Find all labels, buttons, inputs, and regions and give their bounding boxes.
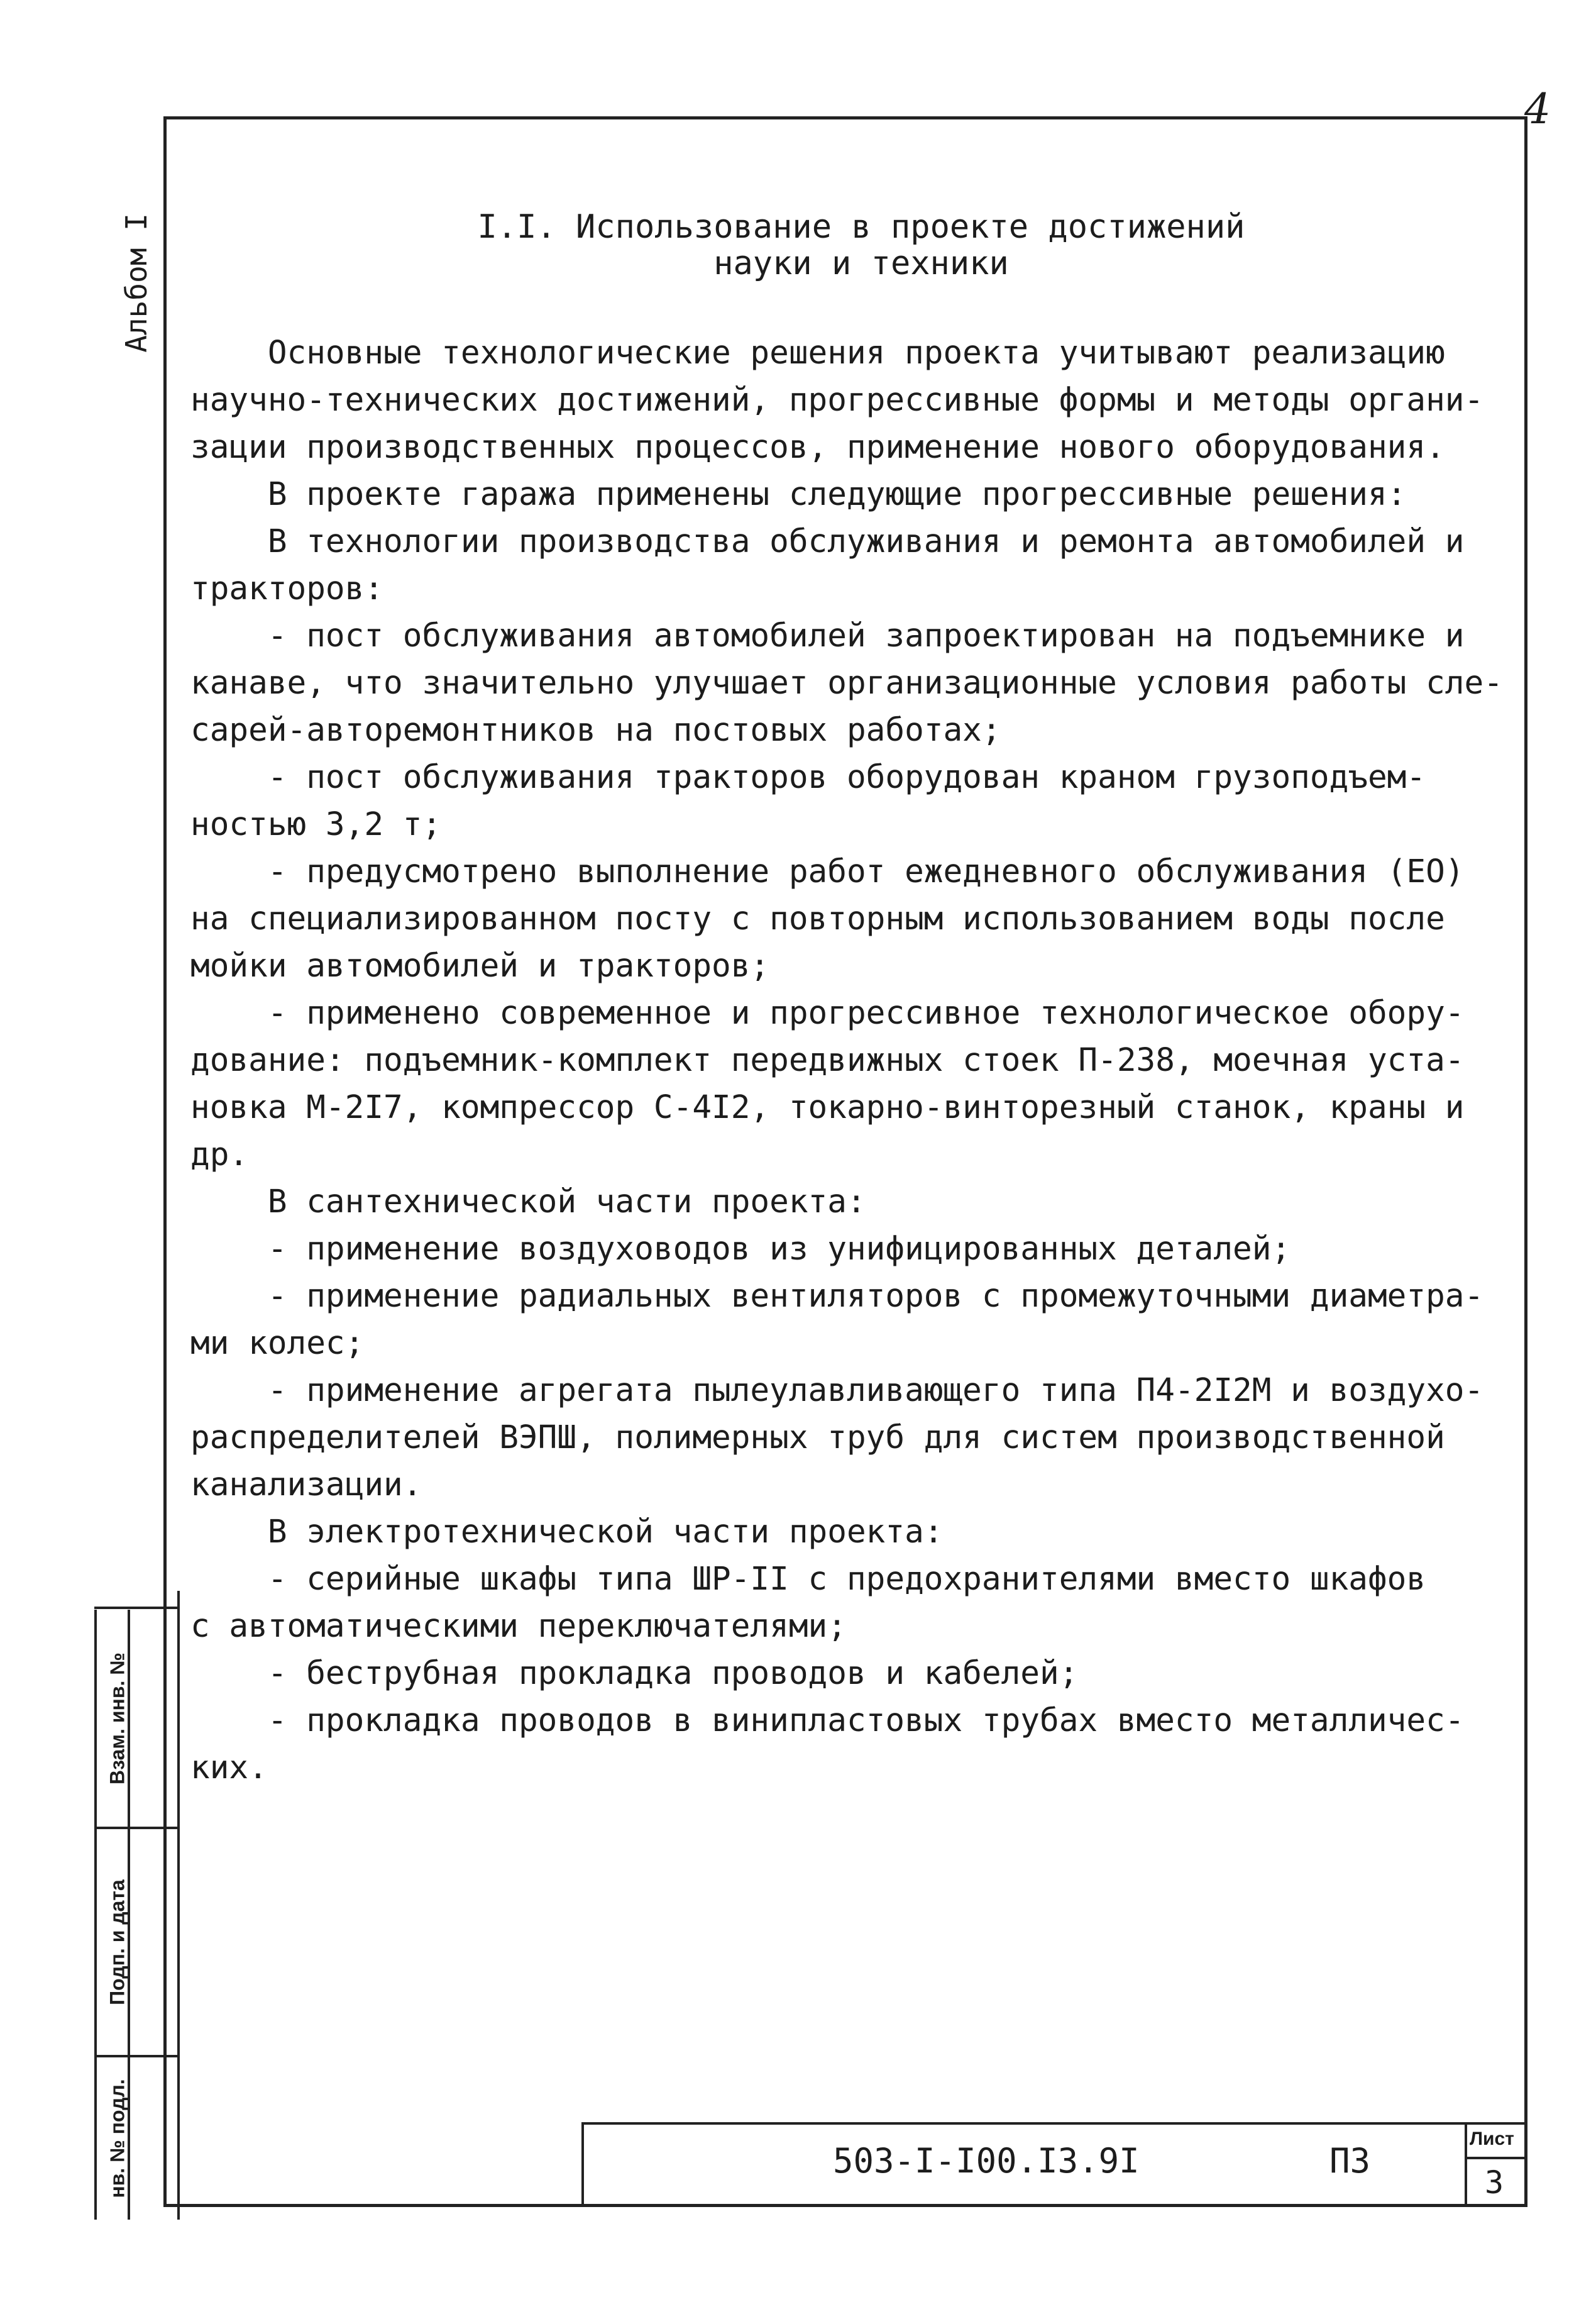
section-heading [327,209,1395,282]
title-block-sheet-divider [1465,2122,1467,2207]
body-line: тракторов: [190,570,384,607]
body-line: - пост обслуживания тракторов оборудован краном грузоподъем- [190,759,1426,796]
stamp-inv-podl: нв. № подл. [106,2079,129,2198]
body-line: зации производственных процессов, применение нового оборудования. [190,429,1445,466]
body-line: новка М-2I7, компрессор С-4I2, токарно-винторезный станок, краны и [190,1089,1465,1126]
body-line: - применение радиальных вентиляторов с промежуточными диаметра- [190,1278,1484,1315]
body-line: мойки автомобилей и тракторов; [190,948,770,985]
stamp-podp-data: Подп. и дата [106,1879,129,2005]
document-type: ПЗ [1329,2141,1371,2181]
body-line: др. [190,1136,249,1173]
body-line: - применено современное и прогрессивное технологическое обору- [190,995,1465,1032]
stamp-vzam-inv: Взам. инв. № [106,1652,129,1785]
sheet-label: Лист [1470,2128,1514,2149]
body-line: ких. [190,1749,268,1786]
body-line: ностью 3,2 т; [190,806,442,843]
album-label: Альбом I [119,213,153,353]
title-block-sheet-split [1465,2157,1527,2159]
body-line: канаве, что значительно улучшает организационные условия работы сле- [190,665,1503,702]
body-line: научно-технических достижений, прогрессивные формы и методы органи- [190,382,1484,419]
section-heading-line2: науки и техники [713,245,1009,282]
body-line: В сантехнической части проекта: [190,1183,866,1220]
body-line: ми колес; [190,1325,365,1362]
body-line: на специализированном посту с повторным использованием воды после [190,900,1445,938]
title-block-top [581,2122,1527,2125]
body-line: В технологии производства обслуживания и ремонта автомобилей и [190,523,1465,560]
page-number-mark: 4 [1524,85,1551,133]
body-line: - применение воздуховодов из унифицированных деталей; [190,1231,1291,1268]
sheet-number: 3 [1485,2164,1504,2201]
body-line: - предусмотрено выполнение работ ежедневного обслуживания (ЕО) [190,853,1465,890]
section-heading-line1: I.I. Использование в проекте достижений [477,208,1245,246]
body-line: - беструбная прокладка проводов и кабелей; [190,1655,1079,1692]
stamp-divider [94,1827,177,1829]
body-line: - пост обслуживания автомобилей запроектирован на подъемнике и [190,617,1465,655]
body-line: - применение агрегата пылеулавливающего типа П4-2I2М и воздухо- [190,1372,1484,1409]
margin-line [177,1591,180,2220]
body-line: - серийные шкафы типа ШР-II с предохранителями вместо шкафов [190,1561,1426,1598]
body-line: канализации. [190,1466,422,1503]
body-line: В электротехнической части проекта: [190,1513,944,1551]
body-line: с автоматическими переключателями; [190,1608,847,1645]
stamp-vzam-cell [94,1610,141,1827]
body-line: дование: подъемник-комплект передвижных стоек П-238, моечная уста- [190,1042,1465,1079]
document-code: 503-I-I00.I3.9I [833,2141,1140,2181]
stamp-podp-cell [94,1830,141,2055]
body-line: распределителей ВЭПШ, полимерных труб для систем производственной [190,1419,1445,1456]
body-line: Основные технологические решения проекта учитывают реализацию [190,335,1445,372]
title-block-left [581,2122,584,2207]
body-line: сарей-авторемонтников на постовых работах; [190,712,1001,749]
body-line: В проекте гаража применены следующие прогрессивные решения: [190,476,1407,513]
stamp-inv-cell [94,2057,141,2220]
body-line: - прокладка проводов в винипластовых трубах вместо металличес- [190,1702,1465,1739]
stamp-divider [94,1607,177,1609]
